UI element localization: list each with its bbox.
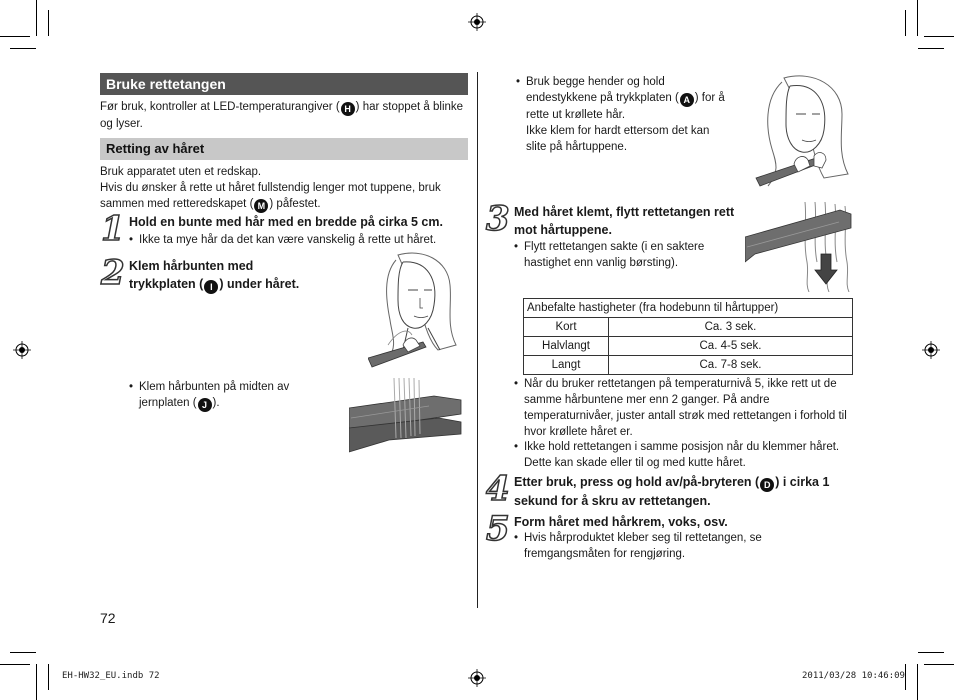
crop-mark bbox=[36, 0, 37, 36]
speed-cell: Ca. 3 sek. bbox=[609, 318, 853, 337]
crop-mark bbox=[918, 48, 944, 49]
step-number: 2 bbox=[101, 253, 125, 293]
crop-mark bbox=[924, 664, 954, 665]
woman-two-hands-illustration bbox=[754, 74, 854, 190]
crop-mark bbox=[0, 36, 30, 37]
note-bullet: • Når du bruker rettetangen på temperaturnivå 5, ikke rett ut de samme hårbuntene mer enn 2 ganger. På andre temperaturnivåer, juster antall strøk med rettetangen i forhold til hvor krøllete håret er. bbox=[514, 376, 854, 440]
marker-d-icon: D bbox=[760, 478, 774, 492]
step-number: 3 bbox=[486, 199, 510, 239]
marker-i-icon: I bbox=[204, 280, 218, 294]
step-bullet: • Klem hårbunten på midten av jernplaten ( J ). bbox=[129, 379, 309, 412]
crop-mark bbox=[917, 664, 918, 700]
crop-mark bbox=[10, 652, 36, 653]
straightener-moving-illustration bbox=[745, 202, 853, 292]
speed-cell: Ca. 4-5 sek. bbox=[609, 337, 853, 356]
note-bullet: • Ikke hold rettetangen i samme posisjon når du klemmer håret. Dette kan skade eller til og med kutte håret. bbox=[514, 439, 854, 471]
crop-mark bbox=[924, 36, 954, 37]
step-bullet: • Hvis hårproduktet kleber seg til rettetangen, se fremgangsmåten for rengjøring. bbox=[514, 530, 794, 562]
subsection-title: Retting av håret bbox=[100, 138, 468, 160]
marker-m-icon: M bbox=[254, 199, 268, 213]
crop-mark bbox=[36, 664, 37, 700]
marker-a-icon: A bbox=[680, 93, 694, 107]
step-title: Hold en bunte med hår med en bredde på cirka 5 cm. bbox=[129, 215, 443, 229]
hair-length-cell: Halvlangt bbox=[524, 337, 609, 356]
speed-table bbox=[523, 298, 853, 375]
table-header-row bbox=[524, 299, 853, 318]
straightener-plates-illustration bbox=[349, 378, 462, 453]
crop-mark bbox=[917, 0, 918, 36]
speed-cell: Ca. 7-8 sek. bbox=[609, 356, 853, 375]
footer-timestamp: 2011/03/28 10:46:09 bbox=[802, 671, 905, 681]
registration-mark-icon bbox=[468, 13, 486, 31]
crop-mark bbox=[48, 10, 49, 36]
section-title: Bruke rettetangen bbox=[100, 73, 468, 95]
crop-mark bbox=[48, 664, 49, 690]
table-row bbox=[524, 337, 853, 356]
table-header: Anbefalte hastigheter (fra hodebunn til hårtupper) bbox=[524, 299, 853, 318]
registration-mark-icon bbox=[468, 669, 486, 687]
crop-mark bbox=[905, 664, 906, 690]
footer-file-info: EH-HW32_EU.indb 72 bbox=[62, 671, 160, 681]
step-number: 1 bbox=[101, 209, 125, 249]
step-title: Etter bruk, press og hold av/på-bryteren ( D ) i cirka 1 sekund for å skru av rettetangen. bbox=[514, 475, 830, 508]
step-title: Form håret med hårkrem, voks, osv. bbox=[514, 515, 728, 529]
step-bullet: • Flytt rettetangen sakte (i en saktere hastighet enn vanlig børsting). bbox=[514, 239, 734, 271]
crop-mark bbox=[0, 664, 30, 665]
step-number: 4 bbox=[486, 469, 510, 509]
marker-j-icon: J bbox=[198, 398, 212, 412]
crop-mark bbox=[10, 48, 36, 49]
registration-mark-icon bbox=[13, 341, 31, 359]
woman-straightening-illustration bbox=[368, 250, 468, 372]
crop-mark bbox=[905, 10, 906, 36]
marker-h-icon: H bbox=[341, 102, 355, 116]
registration-mark-icon bbox=[922, 341, 940, 359]
intro-text: Før bruk, kontroller at LED-temperaturangiver ( H ) har stoppet å blinke og lyser. bbox=[100, 101, 464, 130]
page-number: 72 bbox=[100, 610, 116, 626]
table-row bbox=[524, 318, 853, 337]
column-divider bbox=[477, 72, 478, 608]
crop-mark bbox=[918, 652, 944, 653]
table-row bbox=[524, 356, 853, 375]
step-number: 5 bbox=[486, 509, 510, 549]
hair-length-cell: Langt bbox=[524, 356, 609, 375]
sub-intro-text: Bruk apparatet uten et redskap. Hvis du ønsker å rette ut håret fullstendig lenger mot tuppene, bruk sammen med retteredskapet ( M ) påfestet. bbox=[100, 166, 441, 211]
step-title: Med håret klemt, flytt rettetangen rett mot hårtuppene. bbox=[514, 205, 735, 237]
step-bullet: • Ikke ta mye hår da det kan være vanskelig å rette ut håret. bbox=[129, 232, 469, 248]
hair-length-cell: Kort bbox=[524, 318, 609, 337]
step-bullet: • Bruk begge hender og hold endestykkene på trykkplaten ( A ) for å rette ut krøllete hår. Ikke klem for hardt ettersom det kan slite på hårtuppene. bbox=[516, 74, 728, 155]
step-title: Klem hårbunten med trykkplaten ( I ) under håret. bbox=[129, 259, 300, 292]
